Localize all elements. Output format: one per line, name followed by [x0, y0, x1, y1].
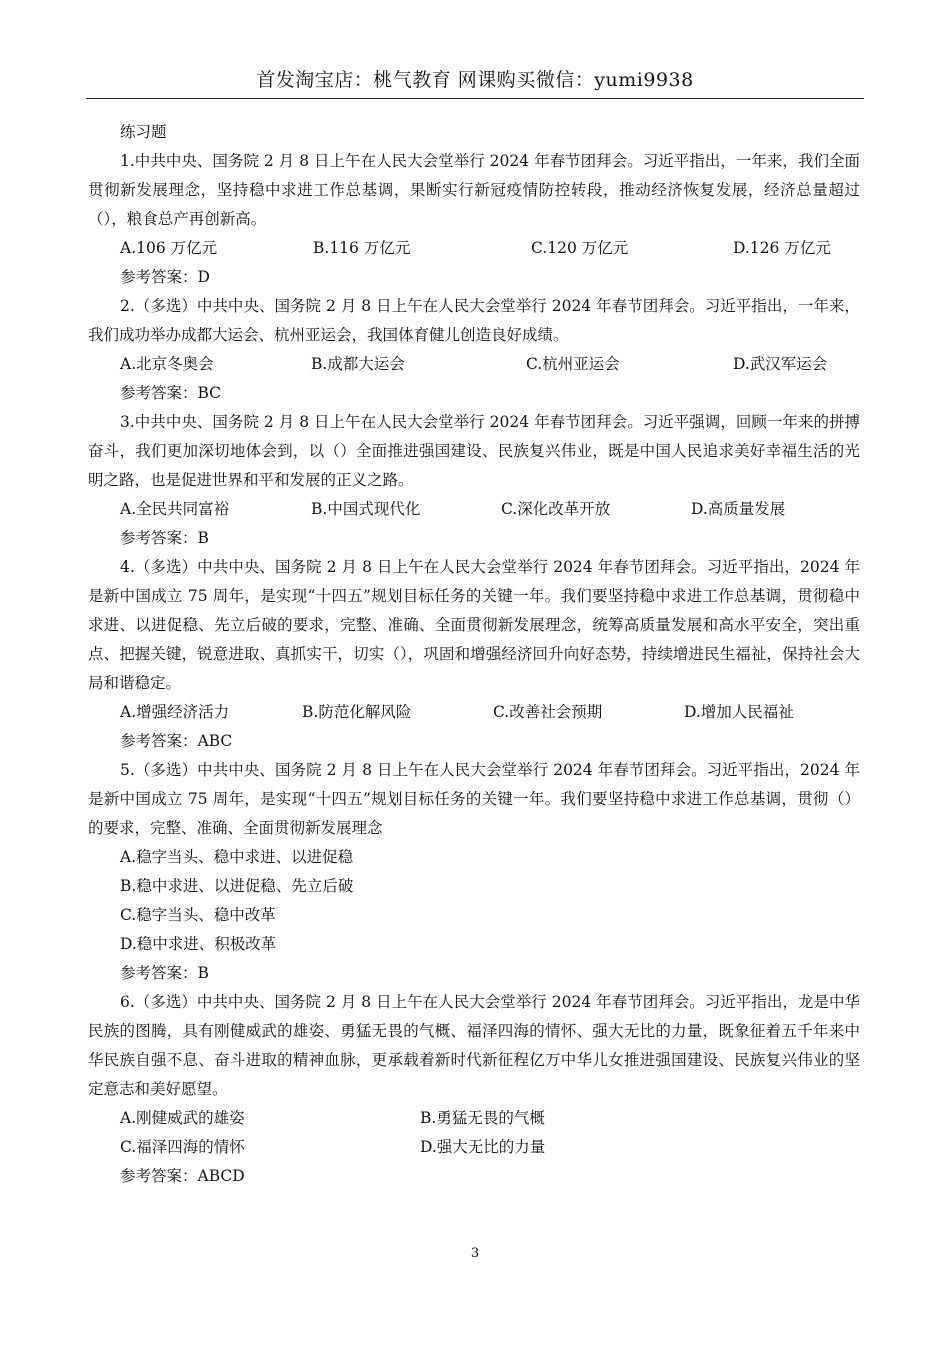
option-b: B.116 万亿元 [313, 239, 411, 257]
option-c: C.杭州亚运会 [526, 355, 620, 373]
option-b: B.稳中求进、以进促稳、先立后破 [120, 877, 354, 895]
question-text: 4.（多选）中共中央、国务院 2 月 8 日上午在人民大会堂举行 2024 年春节团拜会。习近平指出，2024 年是新中国成立 75 周年，是实现“十四五”规划目标任务的关键一年。我们要坚持稳中求进工作总基调，贯彻稳中求进、以进促稳、先立后破的要求，完整、准确、全面贯彻新发展理念，统筹高质量发展和高水平安全，突出重点、把握关键，锐意进取、真抓实干，切实（），巩固和增强经济回升向好态势，持续增进民生福祉，保持社会大局和谐稳定。 [88, 558, 860, 692]
option-c: C.稳字当头、稳中改革 [120, 906, 276, 924]
page-header [86, 62, 864, 99]
option-a: A.稳字当头、稳中求进、以进促稳 [120, 848, 354, 866]
section-title: 练习题 [120, 123, 167, 141]
option-a: A.增强经济活力 [120, 703, 230, 721]
question-block [88, 553, 860, 756]
question-text: 5.（多选）中共中央、国务院 2 月 8 日上午在人民大会堂举行 2024 年春节团拜会。习近平指出，2024 年是新中国成立 75 周年，是实现“十四五”规划目标任务的关键一年。我们要坚持稳中求进工作总基调，贯彻（）的要求，完整、准确、全面贯彻新发展理念 [88, 761, 860, 837]
page-number: 3 [470, 1246, 480, 1261]
option-d: D.强大无比的力量 [420, 1138, 546, 1156]
question-text: 3.中共中央、国务院 2 月 8 日上午在人民大会堂举行 2024 年春节团拜会。习近平强调，回顾一年来的拼搏奋斗，我们更加深切地体会到，以（）全面推进强国建设、民族复兴伟业，既是中国人民追求美好幸福生活的光明之路，也是促进世界和平和发展的正义之路。 [88, 413, 860, 489]
option-d: D.武汉军运会 [733, 355, 828, 373]
question-block [88, 292, 860, 408]
option-c: C.福泽四海的情怀 [120, 1138, 245, 1156]
option-a: A.106 万亿元 [120, 239, 218, 257]
option-d: D.稳中求进、积极改革 [120, 935, 277, 953]
option-d: D.高质量发展 [691, 500, 786, 518]
option-row [88, 698, 860, 727]
question-block [88, 988, 860, 1191]
question-block [88, 147, 860, 292]
header-text: 首发淘宝店：桃气教育 网课购买微信：yumi9938 [256, 69, 694, 91]
answer: 参考答案：B [120, 964, 209, 982]
option-row [88, 495, 860, 524]
option-b: B.防范化解风险 [302, 703, 412, 721]
option-c: C.120 万亿元 [531, 239, 629, 257]
option-row [88, 1104, 860, 1133]
option-d: D.126 万亿元 [733, 239, 831, 257]
option-b: B.中国式现代化 [311, 500, 421, 518]
option-b: B.成都大运会 [311, 355, 405, 373]
question-block [88, 756, 860, 988]
option-c: C.深化改革开放 [501, 500, 611, 518]
question-block [88, 408, 860, 553]
document-body [88, 118, 860, 1191]
option-a: A.全民共同富裕 [120, 500, 230, 518]
answer: 参考答案：ABC [120, 732, 233, 750]
option-a: A.刚健威武的雄姿 [120, 1109, 245, 1127]
option-b: B.勇猛无畏的气概 [420, 1109, 545, 1127]
option-d: D.增加人民福祉 [684, 703, 794, 721]
question-text: 6.（多选）中共中央、国务院 2 月 8 日上午在人民大会堂举行 2024 年春节团拜会。习近平指出，龙是中华民族的图腾，具有刚健威武的雄姿、勇猛无畏的气概、福泽四海的情怀、强大无比的力量，既象征着五千年来中华民族自强不息、奋斗进取的精神血脉，更承载着新时代新征程亿万中华儿女推进强国建设、民族复兴伟业的坚定意志和美好愿望。 [88, 993, 860, 1098]
option-row [88, 1133, 860, 1162]
option-c: C.改善社会预期 [493, 703, 603, 721]
answer: 参考答案：D [120, 268, 210, 286]
option-row [88, 350, 860, 379]
answer: 参考答案：B [120, 529, 209, 547]
option-a: A.北京冬奥会 [120, 355, 214, 373]
option-row [88, 234, 860, 263]
question-text: 2.（多选）中共中央、国务院 2 月 8 日上午在人民大会堂举行 2024 年春节团拜会。习近平指出，一年来，我们成功举办成都大运会、杭州亚运会，我国体育健儿创造良好成绩。 [88, 297, 860, 344]
answer: 参考答案：BC [120, 384, 222, 402]
answer: 参考答案：ABCD [120, 1167, 245, 1185]
question-text: 1.中共中央、国务院 2 月 8 日上午在人民大会堂举行 2024 年春节团拜会。习近平指出，一年来，我们全面贯彻新发展理念，坚持稳中求进工作总基调，果断实行新冠疫情防控转段，推动经济恢复发展，经济总量超过（），粮食总产再创新高。 [88, 152, 860, 228]
